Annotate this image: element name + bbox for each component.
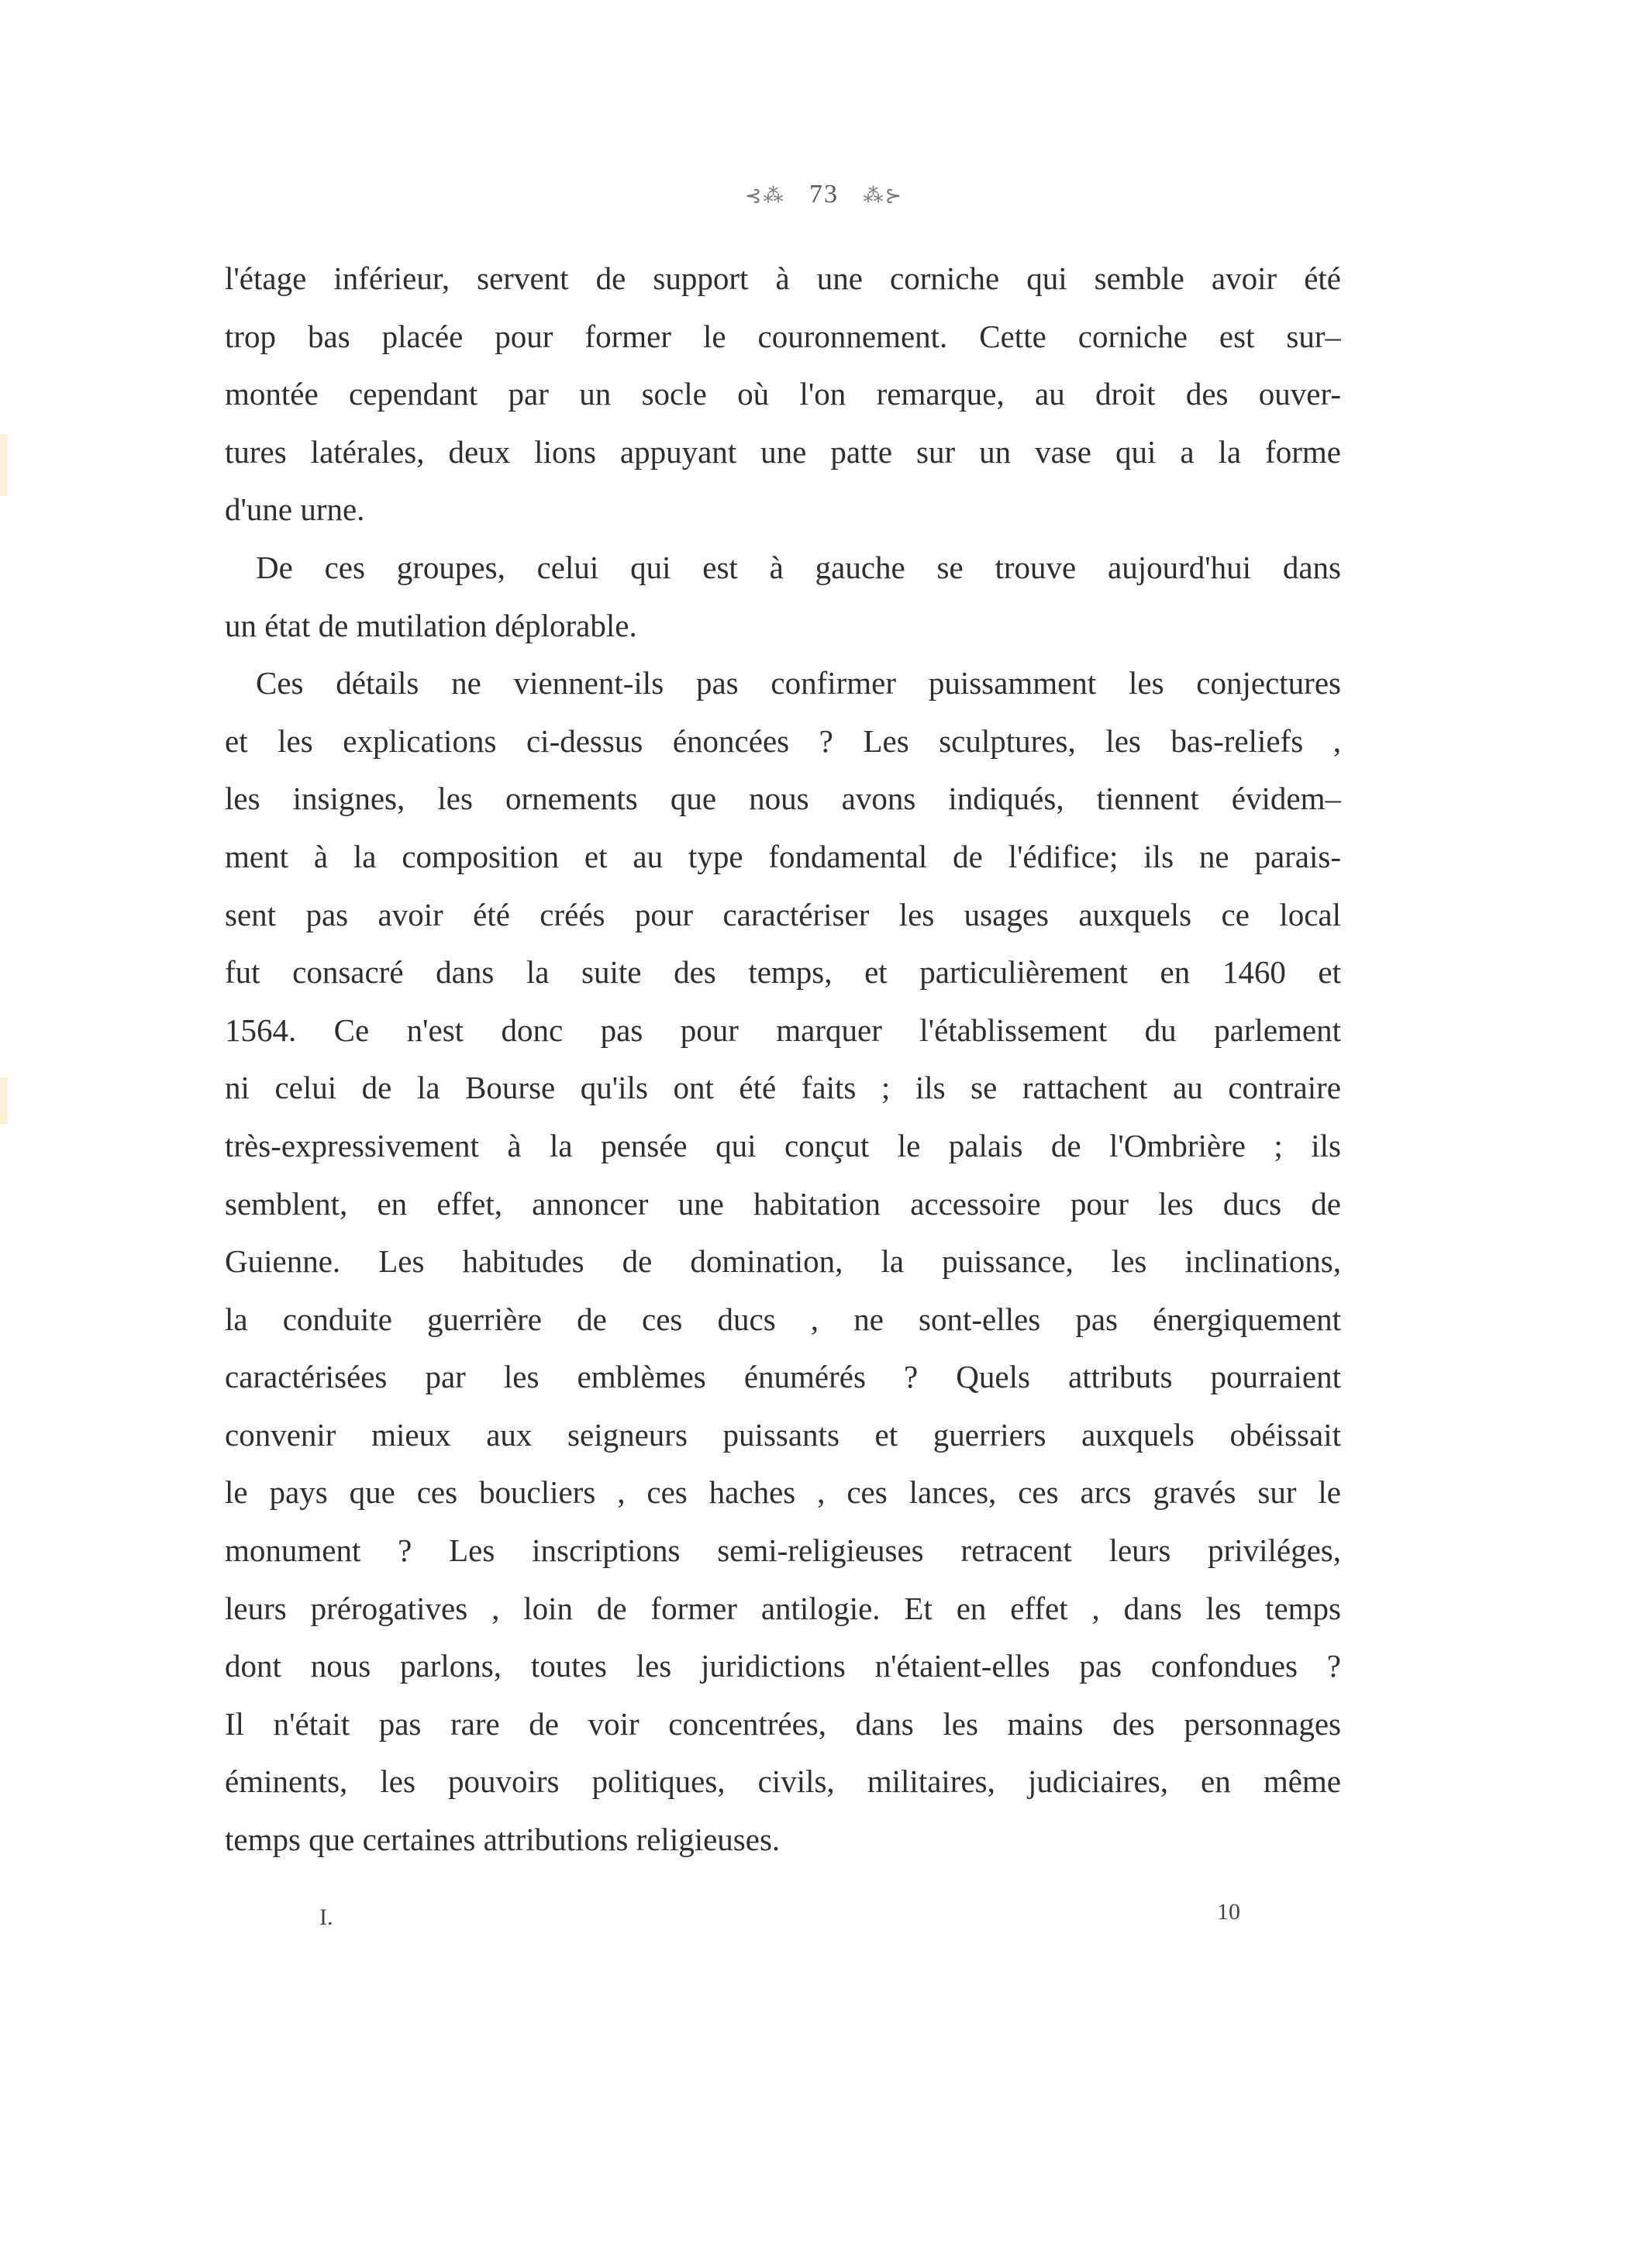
- text-line: Il n'était pas rare de voir concentrées, dans les mains des personnages: [225, 1705, 1341, 1742]
- text-line: éminents, les pouvoirs politiques, civils, militaires, judiciaires, en même: [225, 1763, 1341, 1800]
- text-line: très-expressivement à la pensée qui conçut le palais de l'Ombrière ; ils: [225, 1127, 1341, 1163]
- text-line: De ces groupes, celui qui est à gauche se trouve aujourd'hui dans: [256, 549, 1341, 585]
- body-text: [225, 250, 1341, 1869]
- text-line: trop bas placée pour former le couronnement. Cette corniche est sur–: [225, 318, 1341, 354]
- text-line: fut consacré dans la suite des temps, et particulièrement en 1460 et: [225, 954, 1341, 991]
- gathering-number: 10: [1217, 1899, 1240, 1925]
- right-ornament-icon: ⁂⊱: [863, 184, 904, 207]
- text-line: caractérisées par les emblèmes énumérés ? Quels attributs pourraient: [225, 1359, 1341, 1395]
- text-line: 1564. Ce n'est donc pas pour marquer l'établissement du parlement: [225, 1012, 1341, 1048]
- text-line: sent pas avoir été créés pour caractériser les usages auxquels ce local: [225, 896, 1341, 932]
- text-line: Ces détails ne viennent-ils pas confirmer puissamment les conjectures: [256, 665, 1341, 701]
- text-line: le pays que ces boucliers , ces haches , ces lances, ces arcs gravés sur le: [225, 1474, 1341, 1511]
- text-line: Guienne. Les habitudes de domination, la puissance, les inclinations,: [225, 1243, 1341, 1280]
- text-line: temps que certaines attributions religieuses.: [225, 1822, 781, 1858]
- text-line: d'une urne.: [225, 491, 365, 528]
- page-number: 73: [809, 180, 839, 209]
- edge-stain: [0, 434, 8, 496]
- text-line: l'étage inférieur, servent de support à une corniche qui semble avoir été: [225, 260, 1341, 296]
- text-line: les insignes, les ornements que nous avons indiqués, tiennent évidem–: [225, 781, 1341, 817]
- text-line: tures latérales, deux lions appuyant une patte sur un vase qui a la forme: [225, 433, 1341, 470]
- text-line: ni celui de la Bourse qu'ils ont été faits ; ils se rattachent au contraire: [225, 1070, 1341, 1106]
- text-line: leurs prérogatives , loin de former antilogie. Et en effet , dans les temps: [225, 1590, 1341, 1626]
- text-line: convenir mieux aux seigneurs puissants et guerriers auxquels obéissait: [225, 1416, 1341, 1453]
- text-line: et les explications ci-dessus énoncées ? Les sculptures, les bas-reliefs ,: [225, 722, 1341, 759]
- text-line: semblent, en effet, annoncer une habitation accessoire pour les ducs de: [225, 1185, 1341, 1222]
- left-ornament-icon: ⊰⁂: [744, 184, 785, 207]
- edge-stain: [0, 1077, 8, 1124]
- text-line: monument ? Les inscriptions semi-religieuses retracent leurs priviléges,: [225, 1532, 1341, 1569]
- text-line: ment à la composition et au type fondamental de l'édifice; ils ne parais-: [225, 838, 1341, 874]
- text-line: un état de mutilation déplorable.: [225, 607, 637, 643]
- text-line: montée cependant par un socle où l'on remarque, au droit des ouver-: [225, 376, 1341, 412]
- text-line: dont nous parlons, toutes les juridictions n'étaient-elles pas confondues ?: [225, 1648, 1341, 1684]
- signature-mark: I.: [319, 1904, 333, 1930]
- text-line: la conduite guerrière de ces ducs , ne sont-elles pas énergiquement: [225, 1301, 1341, 1337]
- running-header: [0, 180, 1648, 209]
